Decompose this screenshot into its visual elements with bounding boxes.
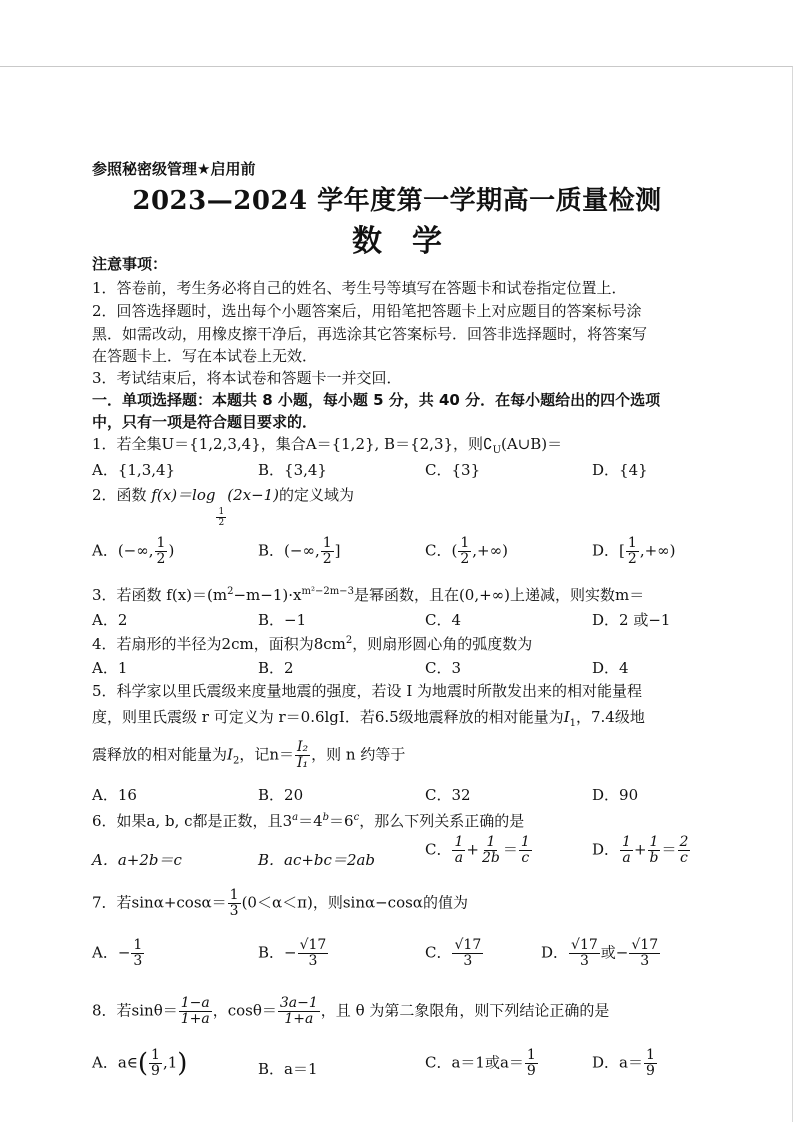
q7-condition: (0＜α＜π): [241, 893, 313, 912]
q2-option-c-frac: [458, 536, 471, 567]
q5-I1-sub: 1: [569, 718, 576, 729]
frac-num: √17: [631, 937, 659, 953]
q1-stem-tail: (A∪B)＝: [501, 435, 563, 453]
q5-line2-tail: ，7.4级地: [576, 708, 645, 726]
frac: [131, 938, 144, 969]
frac: [569, 938, 600, 969]
frac-den: 1+a: [180, 1011, 210, 1027]
paren-open: (: [137, 1048, 149, 1079]
frac-num: √17: [571, 937, 598, 953]
frac-den: 3: [463, 953, 473, 969]
note-line: 2．回答选择题时，选出每个小题答案后，用铅笔把答题卡上对应题目的答案标号涂: [92, 302, 642, 320]
q7-option-b: [258, 938, 329, 969]
frac: [519, 835, 532, 866]
q5-I2-sub: 2: [232, 755, 240, 767]
notes-heading: 注意事项：: [92, 255, 168, 273]
q7-option-d-label: D．: [541, 943, 569, 962]
frac-num: 1: [133, 937, 143, 953]
q8-stem-mid: ，cosθ＝: [212, 1001, 277, 1020]
q6-base3: 3: [282, 812, 293, 830]
q8-option-d: [592, 1048, 658, 1079]
frac-den: I₁: [297, 755, 309, 771]
q4-option-c: C．3: [425, 659, 462, 677]
q2-option-b-prefix: B．(−∞,: [258, 541, 320, 560]
frac-num: 1: [520, 834, 530, 850]
q6-base6: ＝6: [329, 812, 354, 830]
q4-option-b: B．2: [258, 659, 294, 677]
q5-line3-mid: ，记n＝: [239, 745, 294, 764]
q4-square: 2: [345, 635, 353, 646]
q3-option-a: A．2: [92, 611, 128, 629]
q5-line2-text: 度，则里氏震级 r 可定义为 r＝0.6lgI．若6.5级地震释放的相对能量为: [92, 708, 564, 726]
note-line: 3．考试结束后，将本试卷和答题卡一并交回．: [92, 369, 402, 387]
frac-num: 1: [454, 834, 464, 850]
frac-den: 9: [151, 1063, 160, 1079]
frac: [480, 835, 502, 866]
q2-option-c: [425, 536, 508, 567]
q7-option-c: [425, 938, 484, 969]
exam-title: 2023—2024 学年度第一学期高一质量检测: [132, 186, 662, 216]
q2-base-den: 2: [218, 518, 225, 528]
q8-option-c-label: C．a＝1或a＝: [425, 1053, 524, 1072]
q6-stem-text: 6．如果a, b, c都是正数，且: [92, 812, 283, 830]
q2-option-d: [592, 536, 676, 567]
frac-num: 1: [322, 535, 332, 551]
subject-title: 数学: [352, 224, 472, 259]
question-3-stem: [92, 584, 644, 605]
q7-frac: [228, 888, 241, 919]
frac-den: 3: [579, 953, 589, 969]
q5-I2: I: [227, 745, 233, 764]
q7-option-c-label: C．: [425, 943, 452, 962]
q7-option-b-label: B．−: [258, 943, 297, 962]
question-5-line1: 5．科学家以里氏震级来度量地震的强度，若设 I 为地震时所散发出来的相对能量程: [92, 682, 643, 700]
q3-option-b: B．−1: [258, 611, 307, 629]
frac-den: c: [680, 850, 688, 866]
section-heading-line2: 中，只有一项是符合题目要求的．: [92, 413, 318, 431]
q2-option-b-frac: [321, 536, 334, 567]
q2-option-c-prefix: C．(: [425, 541, 458, 560]
q1-option-b: B．{3,4}: [258, 461, 327, 479]
q6-option-d-label: D．: [592, 840, 620, 859]
frac-num: 1: [156, 535, 166, 551]
frac: [620, 835, 633, 866]
q5-line3-text: 震释放的相对能量为: [92, 745, 228, 764]
q2-option-c-end: ,+∞): [472, 541, 508, 560]
frac: [648, 835, 661, 866]
q7-stem-text: 7．若sinα+cosα＝: [92, 893, 227, 912]
q3-stem-tail: 是幂函数，且在(0,+∞)上递减，则实数m＝: [353, 586, 645, 604]
q4-option-d: D．4: [592, 659, 629, 677]
q3-square: 2: [227, 586, 234, 597]
paren-close: ): [177, 1048, 188, 1079]
q6-option-a: A．a+2b＝c: [92, 851, 182, 869]
frac-num: I₂: [297, 739, 309, 755]
q4-option-a: A．1: [92, 659, 128, 677]
frac-num: √17: [454, 937, 482, 953]
q6-exp-a: a: [292, 812, 299, 823]
q1-complement-sub: U: [492, 445, 502, 456]
frac-den: 2: [156, 551, 166, 567]
frac-den: 9: [645, 1063, 655, 1079]
frac-num: 2: [679, 834, 689, 850]
q2-option-d-prefix: D．[: [592, 541, 625, 560]
q6-option-d: D． $\frac{1}{a}$ + $\frac{1}{b}$ ＝ $\frac{2}{c}$: [592, 834, 689, 866]
frac-num: 1: [649, 834, 659, 850]
note-line: 黑．如需改动，用橡皮擦干净后，再选涂其它答案标号．回答非选择题时，将答案写: [92, 325, 648, 343]
q5-line3-tail: ，则 n 约等于: [311, 745, 406, 764]
frac-den: 3: [229, 903, 239, 919]
frac-den: 3: [640, 953, 650, 969]
q8-option-b: B．a＝1: [258, 1060, 318, 1078]
frac-den: 2: [627, 551, 637, 567]
frac-num: 3a−1: [279, 995, 318, 1011]
question-8-stem: [92, 996, 609, 1027]
question-5-line3: [92, 740, 405, 771]
frac-num: √17: [299, 937, 327, 953]
q8-option-a-end: ,1: [162, 1053, 178, 1072]
q7-option-a: [92, 938, 145, 969]
q5-option-b: B．20: [258, 786, 304, 804]
frac-den: 2b: [481, 850, 500, 866]
frac-num: 1: [229, 887, 239, 903]
q8-stem-text: 8．若sinθ＝: [92, 1001, 178, 1020]
question-6-stem: [92, 810, 524, 831]
q2-stem-text: 2．函数: [92, 486, 147, 504]
q1-option-d: D．{4}: [592, 461, 648, 479]
q6-exp-b: b: [322, 812, 330, 823]
frac-num: 1: [526, 1047, 536, 1063]
q3-stem-mid: −m−1)·x: [233, 586, 302, 604]
question-4-stem: [92, 633, 532, 654]
q6-exp-c: c: [353, 812, 360, 823]
q7-stem-tail: ，则sinα−cosα的值为: [312, 893, 468, 912]
section-heading-line1: 一．单项选择题：本题共 8 小题，每小题 5 分，共 40 分．在每小题给出的四个选项: [92, 391, 661, 409]
frac: [678, 835, 691, 866]
frac-num: 1: [460, 535, 470, 551]
question-7-stem: [92, 888, 468, 919]
q3-option-d: D．2 或−1: [592, 611, 671, 629]
frac-num: 1: [645, 1047, 655, 1063]
q8-cos-frac: [278, 996, 320, 1027]
q2-option-b: [258, 536, 341, 567]
q4-stem-tail: ，则扇形圆心角的弧度数为: [352, 635, 533, 653]
frac-num: 1: [486, 834, 496, 850]
note-line: 1．答卷前，考生务必将自己的姓名、考生号等填写在答题卡和试卷指定位置上．: [92, 279, 627, 297]
question-5-line2: [92, 706, 645, 729]
frac: [452, 938, 483, 969]
q3-option-c: C．4: [425, 611, 462, 629]
frac-num: 1: [151, 1047, 160, 1063]
question-2-stem: [92, 484, 354, 528]
q8-option-d-label: D．a＝: [592, 1053, 643, 1072]
frac-num: 1−a: [180, 995, 210, 1011]
frac-den: a: [622, 850, 631, 866]
q2-function: f(x)＝log: [151, 486, 216, 504]
q8-option-a-label: A．a∈: [92, 1053, 138, 1072]
q5-I1: I: [563, 708, 570, 726]
frac: [525, 1048, 538, 1079]
frac-den: b: [649, 850, 659, 866]
q2-log-base: [216, 507, 226, 528]
q6-option-b: B．ac+bc＝2ab: [258, 851, 376, 869]
q5-option-d: D．90: [592, 786, 639, 804]
q2-option-a-prefix: A．(−∞,: [92, 541, 154, 560]
q5-option-c: C．32: [425, 786, 471, 804]
frac-den: 3: [133, 953, 143, 969]
q5-ratio-frac: [295, 740, 310, 771]
q2-base-num: 1: [218, 507, 225, 517]
note-line: 在答题卡上．写在本试卷上无效．: [92, 347, 318, 365]
frac-den: 2: [322, 551, 332, 567]
q2-option-a-frac: [155, 536, 168, 567]
frac: [452, 835, 465, 866]
q2-option-d-frac: [626, 536, 639, 567]
q2-arg: (2x−1): [227, 486, 280, 504]
q8-stem-tail: ，且 θ 为第二象限角，则下列结论正确的是: [320, 1001, 610, 1020]
frac-den: a: [454, 850, 464, 866]
frac-den: 2: [460, 551, 470, 567]
q8-sin-frac: [179, 996, 212, 1027]
q6-option-c-label: C．: [425, 840, 452, 859]
q2-option-a-end: ): [168, 541, 175, 560]
q7-option-d-or: 或−: [600, 943, 629, 962]
q4-stem-text: 4．若扇形的半径为2cm，面积为8cm: [92, 635, 346, 653]
frac: [149, 1048, 162, 1079]
question-1-stem: [92, 433, 562, 456]
frac: [298, 938, 329, 969]
frac-den: 1+a: [284, 1011, 314, 1027]
q3-stem-text: 3．若函数 f(x)＝(m: [92, 586, 228, 604]
q8-option-a: [92, 1048, 187, 1079]
q1-option-c: C．{3}: [425, 461, 481, 479]
frac-den: c: [521, 850, 530, 866]
q2-option-d-end: ,+∞): [639, 541, 676, 560]
frac: [644, 1048, 657, 1079]
q1-stem-text: 1．若全集U＝{1,2,3,4}，集合A＝{1,2}, B＝{2,3}，则∁: [92, 435, 493, 453]
q6-stem-tail: ，那么下列关系正确的是: [359, 812, 525, 830]
frac: [629, 938, 660, 969]
q7-option-a-label: A．−: [92, 943, 131, 962]
frac-num: 1: [622, 834, 631, 850]
q2-option-b-end: ]: [334, 541, 341, 560]
q6-option-c: C． $\frac{1}{a}$ + $\frac{1}{2b}$ ＝ $\frac{1}{c}$: [425, 834, 530, 866]
q5-option-a: A．16: [92, 786, 137, 804]
q3-exponent: m²−2m−3: [301, 586, 354, 597]
q8-option-c: [425, 1048, 539, 1079]
q1-option-a: A．{1,3,4}: [92, 461, 176, 479]
frac-den: 3: [308, 953, 318, 969]
confidentiality-header: 参照秘密级管理★启用前: [92, 160, 256, 178]
q6-base4: ＝4: [298, 812, 323, 830]
frac-den: 9: [526, 1063, 536, 1079]
frac-num: 1: [627, 535, 637, 551]
q7-option-d: [541, 938, 661, 969]
q2-option-a: [92, 536, 174, 567]
q2-stem-tail: 的定义域为: [279, 486, 355, 504]
